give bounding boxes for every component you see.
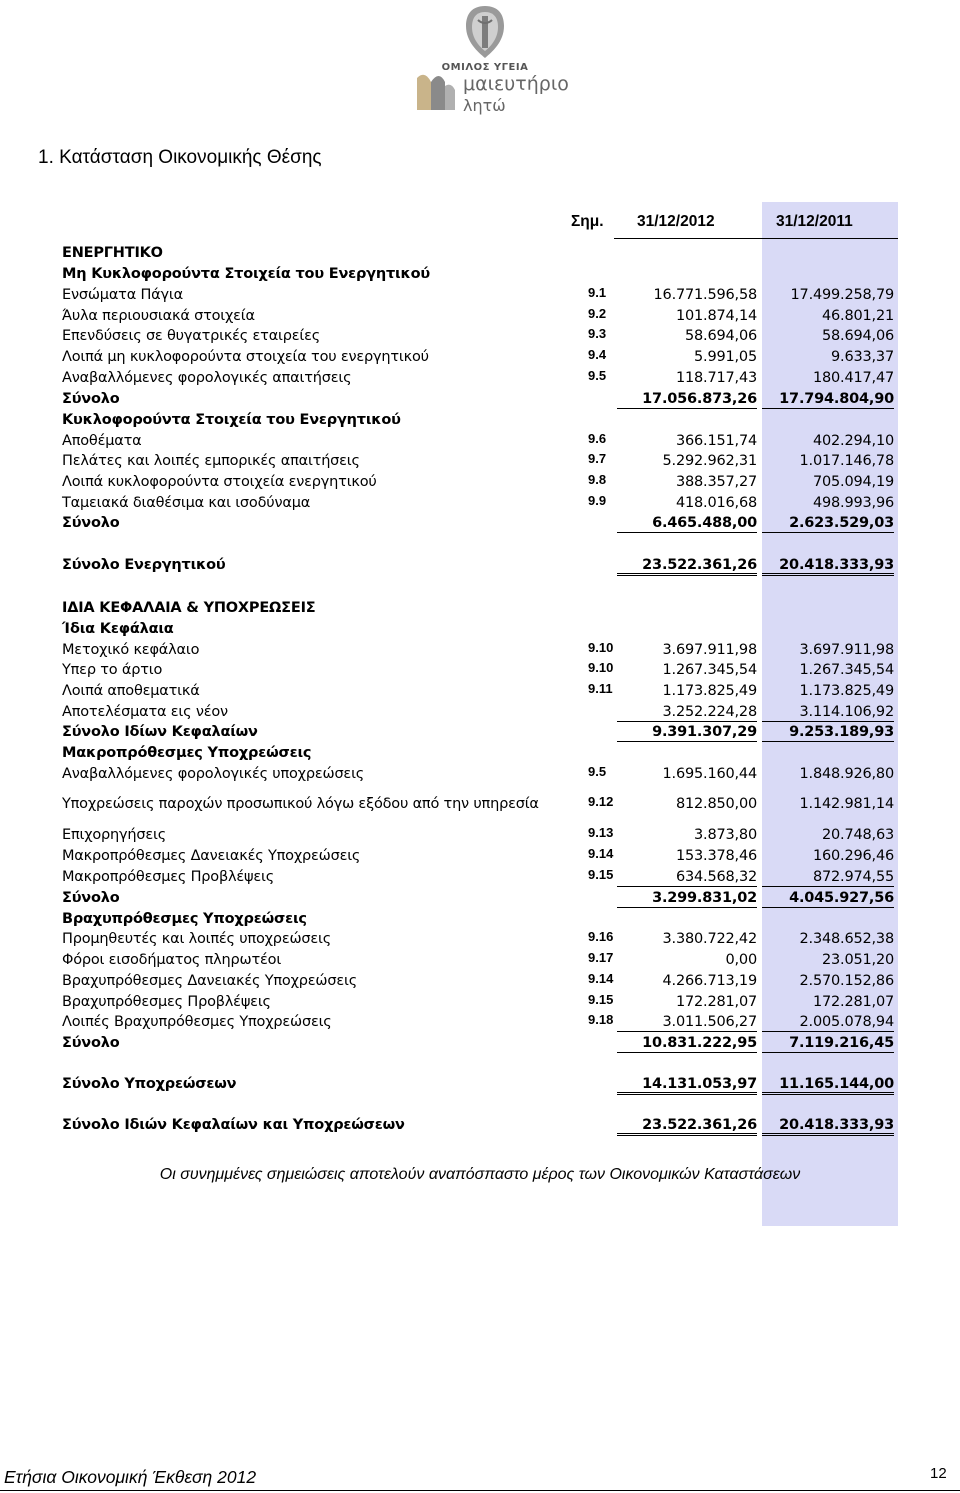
logo-group-name: ΟΜΙΛΟΣ ΥΓΕΙΑ	[441, 62, 529, 73]
shield-emblem-icon	[460, 4, 510, 60]
value-2011: 180.417,47	[812, 370, 894, 386]
value-2012: 23.522.361,26	[617, 1117, 757, 1136]
table-row	[0, 474, 960, 494]
row-note-ref: 9.17	[588, 950, 614, 965]
table-row	[0, 495, 960, 515]
value-2012: 16.771.596,58	[653, 287, 757, 303]
table-row	[0, 890, 960, 910]
value-2012: 118.717,43	[675, 370, 757, 386]
row-note-ref: 9.13	[588, 825, 614, 840]
value-2012: 153.378,46	[675, 848, 757, 864]
row-label: Λοιπά αποθεματικά	[62, 683, 200, 699]
col-2012-header: 31/12/2012	[637, 213, 715, 230]
table-row	[0, 724, 960, 744]
value-2012: 3.697.911,98	[662, 642, 757, 658]
value-2011: 17.499.258,79	[790, 287, 894, 303]
page-number: 12	[930, 1465, 947, 1482]
value-2012: 3.380.722,42	[662, 931, 757, 947]
row-label: Σύνολο	[62, 890, 120, 906]
note-column-header: Σημ.	[571, 213, 604, 230]
row-note-ref: 9.16	[588, 929, 614, 944]
table-row	[0, 308, 960, 328]
row-label: Σύνολο Υποχρεώσεων	[62, 1076, 237, 1092]
table-row	[0, 869, 960, 889]
value-2011: 11.165.144,00	[762, 1076, 894, 1095]
value-2011: 1.267.345,54	[799, 662, 894, 678]
table-row	[0, 1117, 960, 1137]
row-label: Σύνολο	[62, 391, 120, 407]
table-row	[0, 642, 960, 662]
table-row	[0, 911, 960, 931]
value-2012: 3.299.831,02	[617, 890, 757, 908]
table-row	[0, 952, 960, 972]
row-label: Υπερ το άρτιο	[62, 662, 163, 678]
value-2012: 23.522.361,26	[617, 557, 757, 576]
logo-name-line2: λητώ	[463, 96, 506, 115]
value-2012: 9.391.307,29	[617, 724, 757, 742]
table-row	[0, 704, 960, 724]
value-2011: 1.173.825,49	[799, 683, 894, 699]
value-2011: 20.418.333,93	[762, 557, 894, 576]
value-2012: 5.991,05	[694, 349, 757, 365]
table-row	[0, 349, 960, 369]
row-note-ref: 9.8	[588, 472, 607, 487]
row-label: Βραχυπρόθεσμες Προβλέψεις	[62, 994, 271, 1010]
table-row	[0, 266, 960, 286]
table-row	[0, 796, 960, 816]
table-row	[0, 848, 960, 868]
row-label: Αναβαλλόμενες φορολογικές απαιτήσεις	[62, 370, 352, 386]
value-2011: 20.748,63	[822, 827, 894, 843]
col-2011-header: 31/12/2011	[776, 213, 853, 230]
value-2012: 3.252.224,28	[617, 704, 757, 722]
table-row	[0, 621, 960, 641]
row-label: Επιχορηγήσεις	[62, 827, 167, 843]
value-2012: 6.465.488,00	[617, 515, 757, 533]
table-row	[0, 453, 960, 473]
table-row	[0, 412, 960, 432]
table-row	[0, 1035, 960, 1055]
value-2012: 10.831.222,95	[617, 1035, 757, 1053]
table-row	[0, 328, 960, 348]
footer-rule	[0, 1490, 960, 1491]
row-label: Μακροπρόθεσμες Υποχρεώσεις	[62, 745, 312, 761]
table-row	[0, 973, 960, 993]
value-2011: 1.142.981,14	[799, 796, 894, 812]
value-2012: 1.695.160,44	[662, 766, 757, 782]
table-row	[0, 391, 960, 411]
value-2011: 160.296,46	[812, 848, 894, 864]
table-row	[0, 827, 960, 847]
value-2012: 1.267.345,54	[662, 662, 757, 678]
table-row	[0, 683, 960, 703]
value-2012: 3.873,80	[694, 827, 757, 843]
value-2012: 101.874,14	[675, 308, 757, 324]
table-row	[0, 245, 960, 265]
table-row	[0, 1076, 960, 1096]
row-label: Μετοχικό κεφάλαιο	[62, 642, 200, 658]
value-2011: 23.051,20	[822, 952, 894, 968]
row-note-ref: 9.14	[588, 971, 614, 986]
footer-report-title: Ετήσια Οικονομική Έκθεση 2012	[4, 1467, 257, 1487]
row-note-ref: 9.2	[588, 306, 607, 321]
row-note-ref: 9.4	[588, 347, 607, 362]
table-row	[0, 766, 960, 786]
value-2011: 2.348.652,38	[799, 931, 894, 947]
value-2012: 366.151,74	[675, 433, 757, 449]
value-2011: 2.005.078,94	[762, 1014, 894, 1032]
row-note-ref: 9.6	[588, 431, 607, 446]
value-2011: 2.570.152,86	[799, 973, 894, 989]
row-label: Μη Κυκλοφορούντα Στοιχεία του Ενεργητικού	[62, 266, 430, 282]
row-note-ref: 9.5	[588, 764, 607, 779]
table-row	[0, 557, 960, 577]
value-2011: 58.694,06	[822, 328, 894, 344]
value-2011: 872.974,55	[762, 869, 894, 887]
table-row	[0, 287, 960, 307]
section-title: 1. Κατάσταση Οικονομικής Θέσης	[38, 147, 322, 168]
value-2012: 5.292.962,31	[662, 453, 757, 469]
row-note-ref: 9.11	[588, 681, 613, 696]
row-label: Μακροπρόθεσμες Προβλέψεις	[62, 869, 275, 885]
value-2011: 9.253.189,93	[762, 724, 894, 742]
row-label: Ταμειακά διαθέσιμα και ισοδύναμα	[62, 495, 311, 511]
row-label: Σύνολο Ιδίων Κεφαλαίων	[62, 724, 258, 740]
value-2012: 0,00	[725, 952, 757, 968]
table-row	[0, 994, 960, 1014]
value-2011: 402.294,10	[812, 433, 894, 449]
row-note-ref: 9.3	[588, 326, 607, 341]
row-label: Βραχυπρόθεσμες Υποχρεώσεις	[62, 911, 307, 927]
table-row	[0, 662, 960, 682]
row-label: Ενσώματα Πάγια	[62, 287, 183, 303]
row-label: Βραχυπρόθεσμες Δανειακές Υποχρεώσεις	[62, 973, 358, 989]
value-2011: 2.623.529,03	[762, 515, 894, 533]
row-label: Φόροι εισοδήματος πληρωτέοι	[62, 952, 282, 968]
row-label: ΕΝΕΡΓΗΤΙΚΟ	[62, 245, 163, 261]
table-row	[0, 515, 960, 535]
table-row	[0, 433, 960, 453]
row-note-ref: 9.18	[588, 1012, 614, 1027]
value-2012: 14.131.053,97	[617, 1076, 757, 1095]
footnote: Οι συνημμένες σημειώσεις αποτελούν αναπόσπαστο μέρος των Οικονομικών Καταστάσεων	[159, 1166, 801, 1183]
value-2011: 1.017.146,78	[799, 453, 894, 469]
row-label: Ίδια Κεφάλαια	[62, 621, 174, 637]
row-note-ref: 9.10	[588, 640, 614, 655]
row-note-ref: 9.5	[588, 368, 607, 383]
value-2012: 418.016,68	[675, 495, 757, 511]
value-2011: 46.801,21	[822, 308, 894, 324]
row-note-ref: 9.7	[588, 451, 607, 466]
logo-mark-icon	[413, 72, 457, 112]
row-note-ref: 9.15	[588, 992, 614, 1007]
row-label: Πελάτες και λοιπές εμπορικές απαιτήσεις	[62, 453, 360, 469]
row-label: Άυλα περιουσιακά στοιχεία	[62, 308, 255, 324]
value-2012: 1.173.825,49	[662, 683, 757, 699]
row-note-ref: 9.1	[588, 285, 607, 300]
table-row	[0, 745, 960, 765]
row-note-ref: 9.12	[588, 794, 614, 809]
logo-name-line1: μαιευτήριο	[463, 73, 569, 95]
value-2012: 172.281,07	[675, 994, 757, 1010]
value-2012: 634.568,32	[617, 869, 757, 887]
row-label: Λοιπά κυκλοφορούντα στοιχεία ενεργητικού	[62, 474, 377, 490]
row-label: Λοιπές Βραχυπρόθεσμες Υποχρεώσεις	[62, 1014, 332, 1030]
row-label: Αποθέματα	[62, 433, 142, 449]
row-label: Επενδύσεις σε θυγατρικές εταιρείες	[62, 328, 321, 344]
value-2011: 1.848.926,80	[799, 766, 894, 782]
table-row	[0, 1014, 960, 1034]
row-label: Σύνολο Ιδιών Κεφαλαίων και Υποχρεώσεων	[62, 1117, 405, 1133]
header-rule	[614, 238, 898, 239]
row-note-ref: 9.14	[588, 846, 614, 861]
value-2011: 7.119.216,45	[762, 1035, 894, 1053]
row-label: Σύνολο	[62, 515, 120, 531]
row-note-ref: 9.15	[588, 867, 614, 882]
value-2011: 3.114.106,92	[762, 704, 894, 722]
value-2011: 9.633,37	[831, 349, 894, 365]
row-label: Αποτελέσματα εις νέον	[62, 704, 228, 720]
row-label: Σύνολο	[62, 1035, 120, 1051]
row-label: Αναβαλλόμενες φορολογικές υποχρεώσεις	[62, 766, 365, 782]
value-2012: 3.011.506,27	[617, 1014, 757, 1032]
value-2012: 17.056.873,26	[617, 391, 757, 409]
value-2012: 812.850,00	[675, 796, 757, 812]
row-label: Κυκλοφορούντα Στοιχεία του Ενεργητικού	[62, 412, 401, 428]
row-note-ref: 9.9	[588, 493, 607, 508]
value-2011: 17.794.804,90	[762, 391, 894, 409]
value-2012: 388.357,27	[675, 474, 757, 490]
company-logo	[405, 4, 569, 115]
row-label: ΙΔΙΑ ΚΕΦΑΛΑΙΑ & ΥΠΟΧΡΕΩΣΕΙΣ	[62, 600, 316, 616]
value-2012: 4.266.713,19	[662, 973, 757, 989]
value-2011: 20.418.333,93	[762, 1117, 894, 1136]
row-label: Υποχρεώσεις παροχών προσωπικού λόγω εξόδου από την υπηρεσία	[62, 796, 539, 812]
value-2011: 705.094,19	[812, 474, 894, 490]
row-label: Μακροπρόθεσμες Δανειακές Υποχρεώσεις	[62, 848, 361, 864]
row-note-ref: 9.10	[588, 660, 614, 675]
table-row	[0, 931, 960, 951]
table-row	[0, 600, 960, 620]
row-label: Λοιπά μη κυκλοφορούντα στοιχεία του ενεργητικού	[62, 349, 429, 365]
value-2011: 172.281,07	[812, 994, 894, 1010]
table-row	[0, 370, 960, 390]
value-2011: 4.045.927,56	[762, 890, 894, 908]
row-label: Σύνολο Ενεργητικού	[62, 557, 226, 573]
value-2011: 498.993,96	[812, 495, 894, 511]
value-2011: 3.697.911,98	[799, 642, 894, 658]
row-label: Προμηθευτές και λοιπές υποχρεώσεις	[62, 931, 332, 947]
value-2012: 58.694,06	[685, 328, 757, 344]
